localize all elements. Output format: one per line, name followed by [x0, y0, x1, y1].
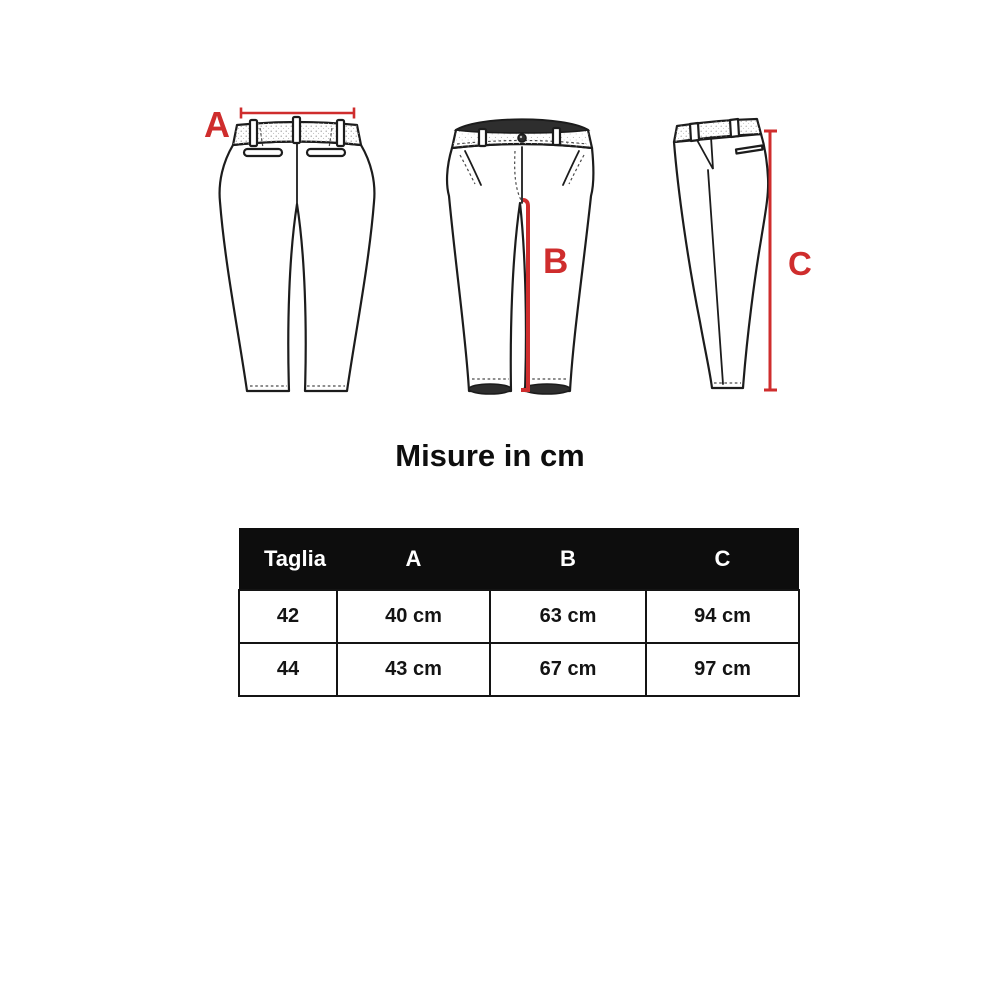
leg-opening [524, 384, 570, 394]
waistband-inner [456, 120, 588, 134]
waist-button-detail [520, 136, 522, 138]
table-header-row [239, 528, 799, 590]
column-header-taglia: Taglia [239, 528, 337, 590]
waist-button [518, 134, 526, 142]
measurement-label-a: A [204, 104, 230, 145]
belt-loop [730, 119, 739, 137]
belt-loop [337, 120, 344, 146]
measurement-b-cell: 67 cm [490, 643, 646, 696]
belt-loop [553, 128, 560, 145]
pants-back-view-icon [200, 100, 378, 400]
pants-front-view-icon [440, 100, 620, 400]
pants-front-outline [447, 144, 593, 391]
back-pocket [307, 149, 345, 156]
belt-loop [690, 123, 699, 141]
measurement-a-cell: 43 cm [337, 643, 490, 696]
size-table [238, 528, 800, 697]
measurement-label-b: B [543, 242, 569, 281]
measurement-label-c: C [788, 245, 812, 282]
belt-loop [293, 117, 300, 143]
measurement-a-cell: 40 cm [337, 590, 490, 643]
size-cell: 42 [239, 590, 337, 643]
belt-loop [479, 129, 486, 146]
belt-loop [250, 120, 257, 146]
table-row-size-42 [239, 590, 799, 643]
column-header-a: A [337, 528, 490, 590]
measurement-b-cell: 63 cm [490, 590, 646, 643]
measurement-c-cell: 97 cm [646, 643, 799, 696]
page-title: Misure in cm [395, 438, 585, 473]
back-pocket [244, 149, 282, 156]
table-row-size-44 [239, 643, 799, 696]
measurement-c-cell: 94 cm [646, 590, 799, 643]
leg-opening [469, 384, 511, 394]
column-header-c: C [646, 528, 799, 590]
pants-side-view-icon [660, 100, 830, 400]
column-header-b: B [490, 528, 646, 590]
size-cell: 44 [239, 643, 337, 696]
